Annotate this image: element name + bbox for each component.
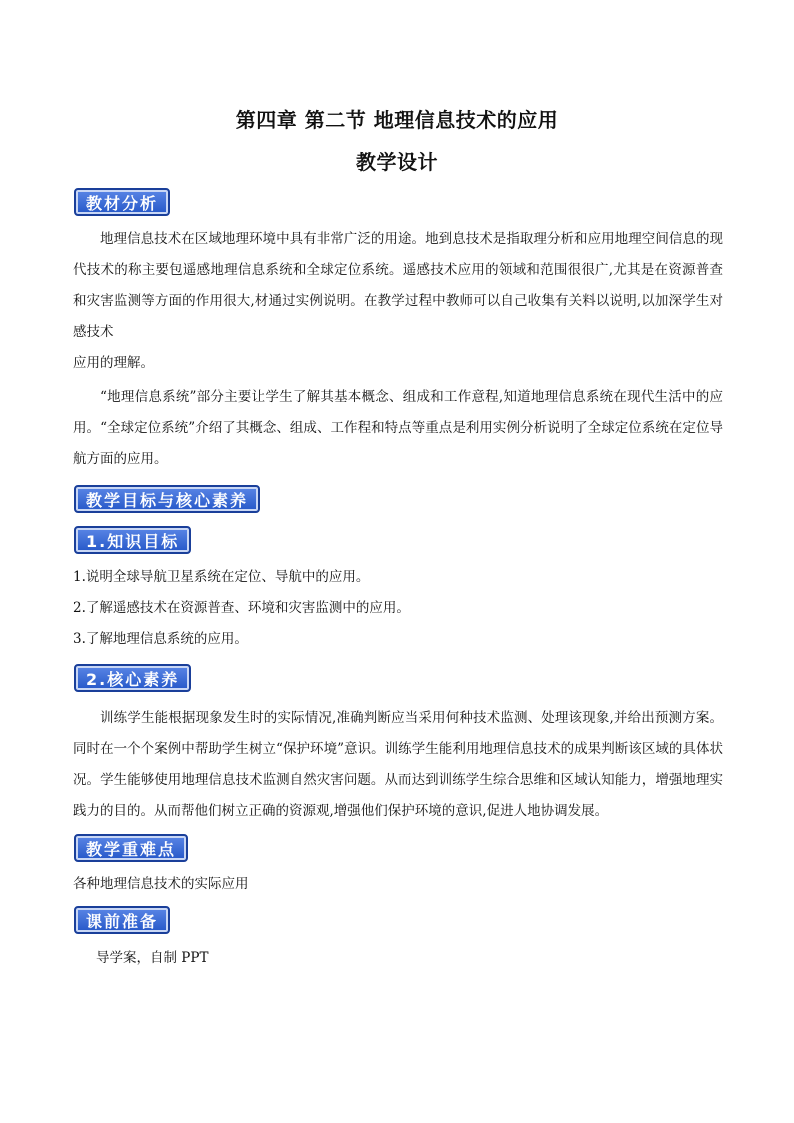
materials-paragraph-1: 地理信息技术在区域地理环境中具有非常广泛的用途。地到息技术是指取理分析和应用地理空间信息的现代技术的称主要包遥感地理信息系统和全球定位系统。遥感技术应用的领域和范围很很广,尤其是在资源普查和灾害监测等方面的作用很大,材通过实例说明。在教学过程中教师可以自己收集有关料以说明,以加深学生对感技术: [73, 231, 723, 340]
materials-paragraph-1-tail: 应用的理解。: [73, 355, 154, 371]
section-heading-goals: 教学目标与核心素养: [74, 485, 260, 513]
knowledge-item: 2.了解遥感技术在资源普查、环境和灾害监测中的应用。: [73, 600, 410, 616]
core-literacy-paragraph: 训练学生能根据现象发生时的实际情况,准确判断应当采用何种技术监测、处理该现象,并给出预测方案。同时在一个个案例中帮助学生树立“保护环境”意识。训练学生能利用地理信息技术的成果判断该区域的具体状况。学生能够使用地理信息技术监测自然灾害问题。从而达到训练学生综合思维和区域认知能力，增强地理实践力的目的。从而帮他们树立正确的资源观,增强他们保护环境的意识,促进人地协调发展。: [73, 710, 723, 819]
subsection-heading-core: 2.核心素养: [74, 664, 191, 692]
section-heading-materials: 教材分析: [74, 188, 170, 216]
materials-paragraph-2: “地理信息系统”部分主要让学生了解其基本概念、组成和工作意程,知道地理信息系统在现代生活中的应用。“全球定位系统”介绍了其概念、组成、工作程和特点等重点是利用实例分析说明了全球定位系统在定位导航方面的应用。: [73, 389, 723, 467]
page-title: 第四章 第二节 地理信息技术的应用: [235, 108, 559, 132]
page-subtitle: 教学设计: [356, 150, 438, 174]
subsection-heading-knowledge: 1.知识目标: [74, 526, 191, 554]
knowledge-item: 3.了解地理信息系统的应用。: [73, 631, 248, 647]
knowledge-item: 1.说明全球导航卫星系统在定位、导航中的应用。: [73, 569, 370, 585]
prep-text: 导学案，自制 PPT: [96, 950, 209, 966]
section-heading-difficulty: 教学重难点: [74, 834, 188, 862]
difficulty-text: 各种地理信息技术的实际应用: [73, 876, 249, 892]
section-heading-prep: 课前准备: [74, 906, 170, 934]
